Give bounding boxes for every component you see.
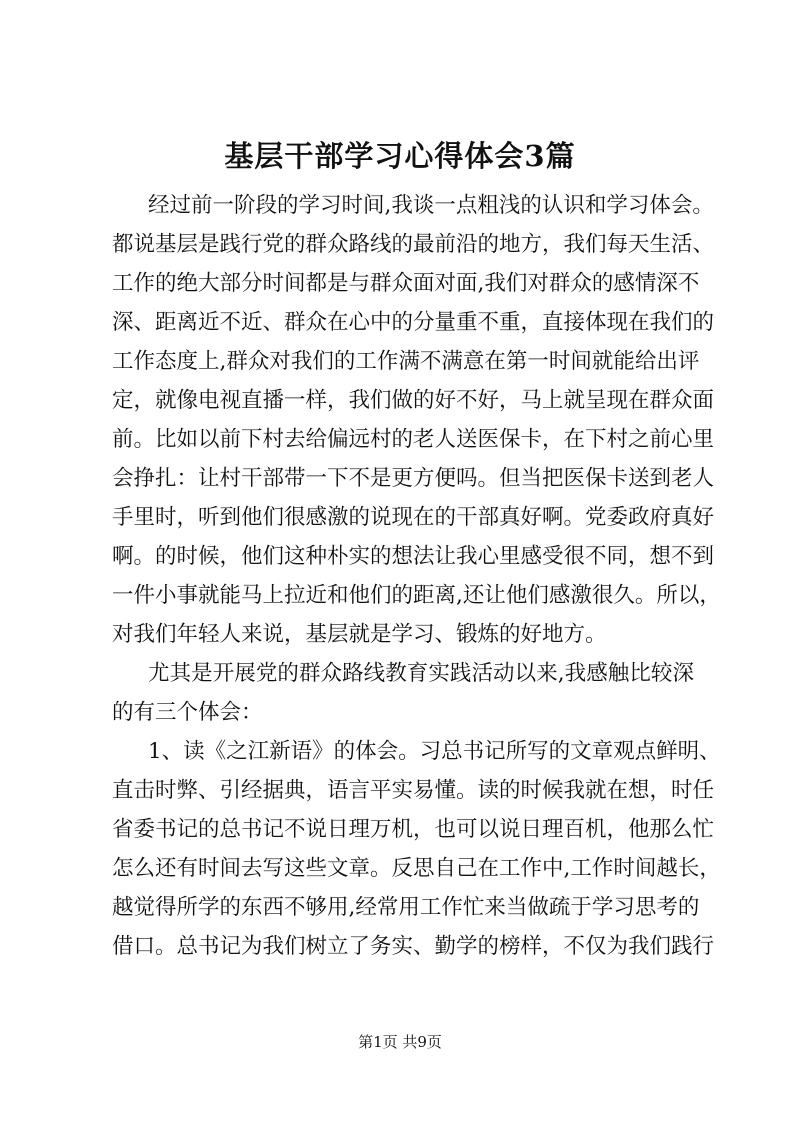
- paragraph-1: [112, 186, 721, 654]
- page-footer: 第1页 共9页: [358, 1033, 442, 1051]
- text-line: 经过前一阶段的学习时间,我谈一点粗浅的认识和学习体会。: [148, 193, 714, 218]
- text-line: 工作态度上,群众对我们的工作满不满意在第一时间就能给出评: [112, 349, 700, 374]
- text-line: 一件小事就能马上拉近和他们的距离,还让他们感激很久。所以，: [112, 583, 721, 608]
- document-body: [112, 186, 721, 966]
- text-line: 的有三个体会：: [112, 700, 263, 725]
- text-line: 越觉得所学的东西不够用,经常用工作忙来当做疏于学习思考的: [112, 895, 700, 920]
- text-line: 1、读《之江新语》的体会。习总书记所写的文章观点鲜明、: [148, 739, 721, 764]
- text-line: 定，就像电视直播一样，我们做的好不好，马上就呈现在群众面: [112, 388, 715, 413]
- text-line: 会挣扎：让村干部带一下不是更方便吗。但当把医保卡送到老人: [112, 466, 715, 491]
- paragraph-3: [112, 732, 721, 966]
- text-line: 对我们年轻人来说，基层就是学习、锻炼的好地方。: [112, 622, 607, 647]
- text-line: 工作的绝大部分时间都是与群众面对面,我们对群众的感情深不: [112, 271, 700, 296]
- text-line: 直击时弊、引经据典，语言平实易懂。读的时候我就在想，时任: [112, 778, 715, 803]
- text-line: 前。比如以前下村去给偏远村的老人送医保卡，在下村之前心里: [112, 427, 715, 452]
- text-line: 尤其是开展党的群众路线教育实践活动以来,我感触比较深: [148, 661, 694, 686]
- text-line: 深、距离近不近、群众在心中的分量重不重，直接体现在我们的: [112, 310, 715, 335]
- text-line: 啊。的时候，他们这种朴实的想法让我心里感受很不同，想不到: [112, 544, 715, 569]
- document-title: 基层干部学习心得体会3篇: [224, 139, 576, 173]
- text-line: 手里时，听到他们很感激的说现在的干部真好啊。党委政府真好: [112, 505, 715, 530]
- text-line: 都说基层是践行党的群众路线的最前沿的地方，我们每天生活、: [112, 232, 715, 257]
- text-line: 借口。总书记为我们树立了务实、勤学的榜样，不仅为我们践行: [112, 934, 715, 959]
- paragraph-2: [112, 654, 694, 732]
- text-line: 省委书记的总书记不说日理万机，也可以说日理百机，他那么忙: [112, 817, 715, 842]
- text-line: 怎么还有时间去写这些文章。反思自己在工作中,工作时间越长，: [112, 856, 721, 881]
